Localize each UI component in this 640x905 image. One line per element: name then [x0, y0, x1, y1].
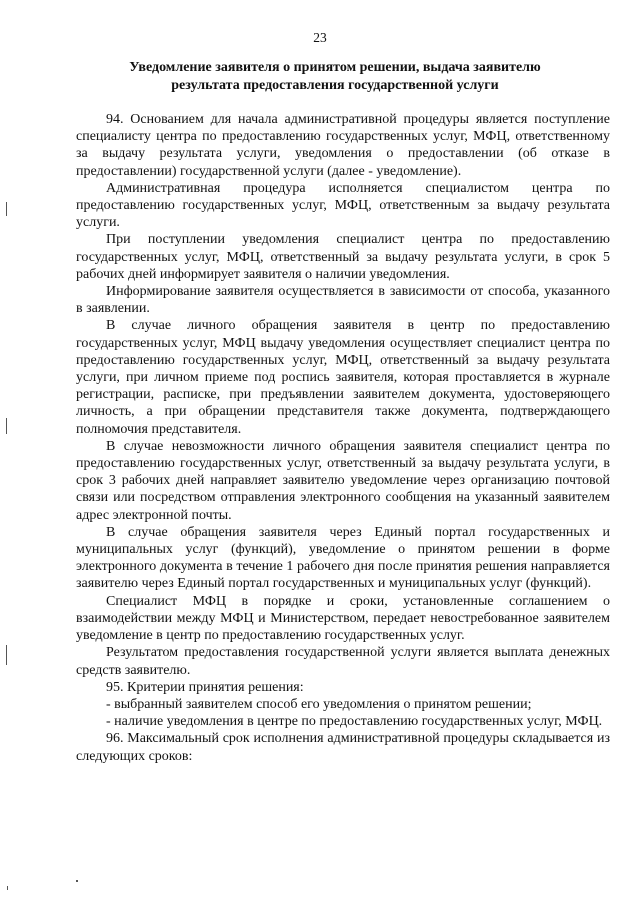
paragraph-94: 94. Основанием для начала административной процедуры является поступление специалисту центра по предоставлению государственных услуг, МФЦ, ответственному за выдачу результата услуги, уведомления о предоставлении (об отказе в предоставлении) государственной услуги (далее - уведомление). [76, 112, 610, 179]
paragraph: В случае обращения заявителя через Единый портал государственных и муниципальных услуг (функций), уведомление о принятом решении в форме электронного документа в течение 1 рабочего дня после принятия решения направляется заявителю через Единый портал государственных и муниципальных услуг (функций). [76, 524, 610, 592]
list-item: - выбранный заявителем способ его уведомления о принятом решении; [106, 696, 532, 712]
paragraph: Специалист МФЦ в порядке и сроки, установленные соглашением о взаимодействии между МФЦ и Министерством, передает невостребованное заявителем уведомление в центр по предоставлению государственных услуг. [76, 593, 610, 644]
paragraph-95: 95. Критерии принятия решения: [106, 679, 304, 695]
paragraph: В случае невозможности личного обращения заявителя специалист центра по предоставлению государственных услуг, ответственный за выдачу результата услуги, в срок 3 рабочих дней направляет заявителю уведомление через организацию почтовой связи или посредством отправления электронного сообщения на указанный заявителем адрес электронной почты. [76, 438, 610, 523]
paragraph: Результатом предоставления государственной услуги является выплата денежных средств заявителю. [76, 645, 610, 678]
section-heading: Уведомление заявителя о принятом решении, выдача заявителю результата предоставления государственной услуги [129, 60, 541, 93]
paragraph: Административная процедура исполняется специалистом центра по предоставлению государственных услуг, МФЦ, ответственным за выдачу результата услуги. [76, 180, 610, 231]
scan-mark [7, 886, 8, 890]
scan-mark [6, 202, 7, 216]
page-number: 23 [313, 30, 327, 45]
scan-dot [76, 880, 78, 882]
paragraph-96: 96. Максимальный срок исполнения административной процедуры складывается из следующих сроков: [76, 731, 610, 764]
paragraph: При поступлении уведомления специалист центра по предоставлению государственных услуг, МФЦ, ответственный за выдачу результата услуги, в срок 5 рабочих дней информирует заявителя о наличии уведомления. [76, 232, 610, 282]
scan-mark [6, 418, 7, 434]
body-text [76, 111, 610, 765]
paragraph: В случае личного обращения заявителя в центр по предоставлению государственных услуг, МФЦ выдачу уведомления осуществляет специалист центра по предоставлению государственных услуг, МФЦ, ответственный за выдачу результата услуги, при личном приеме под роспись заявителя, которая проставляется в журнале регистрации, расписке, при предъявлении заявителем документа, удостоверяющего личность, а при обращении представителя также документа, подтверждающего полномочия представителя. [76, 318, 610, 437]
list-item: - наличие уведомления в центре по предоставлению государственных услуг, МФЦ. [106, 714, 603, 730]
scan-mark [6, 645, 7, 665]
paragraph: Информирование заявителя осуществляется в зависимости от способа, указанного в заявлении. [76, 284, 610, 317]
